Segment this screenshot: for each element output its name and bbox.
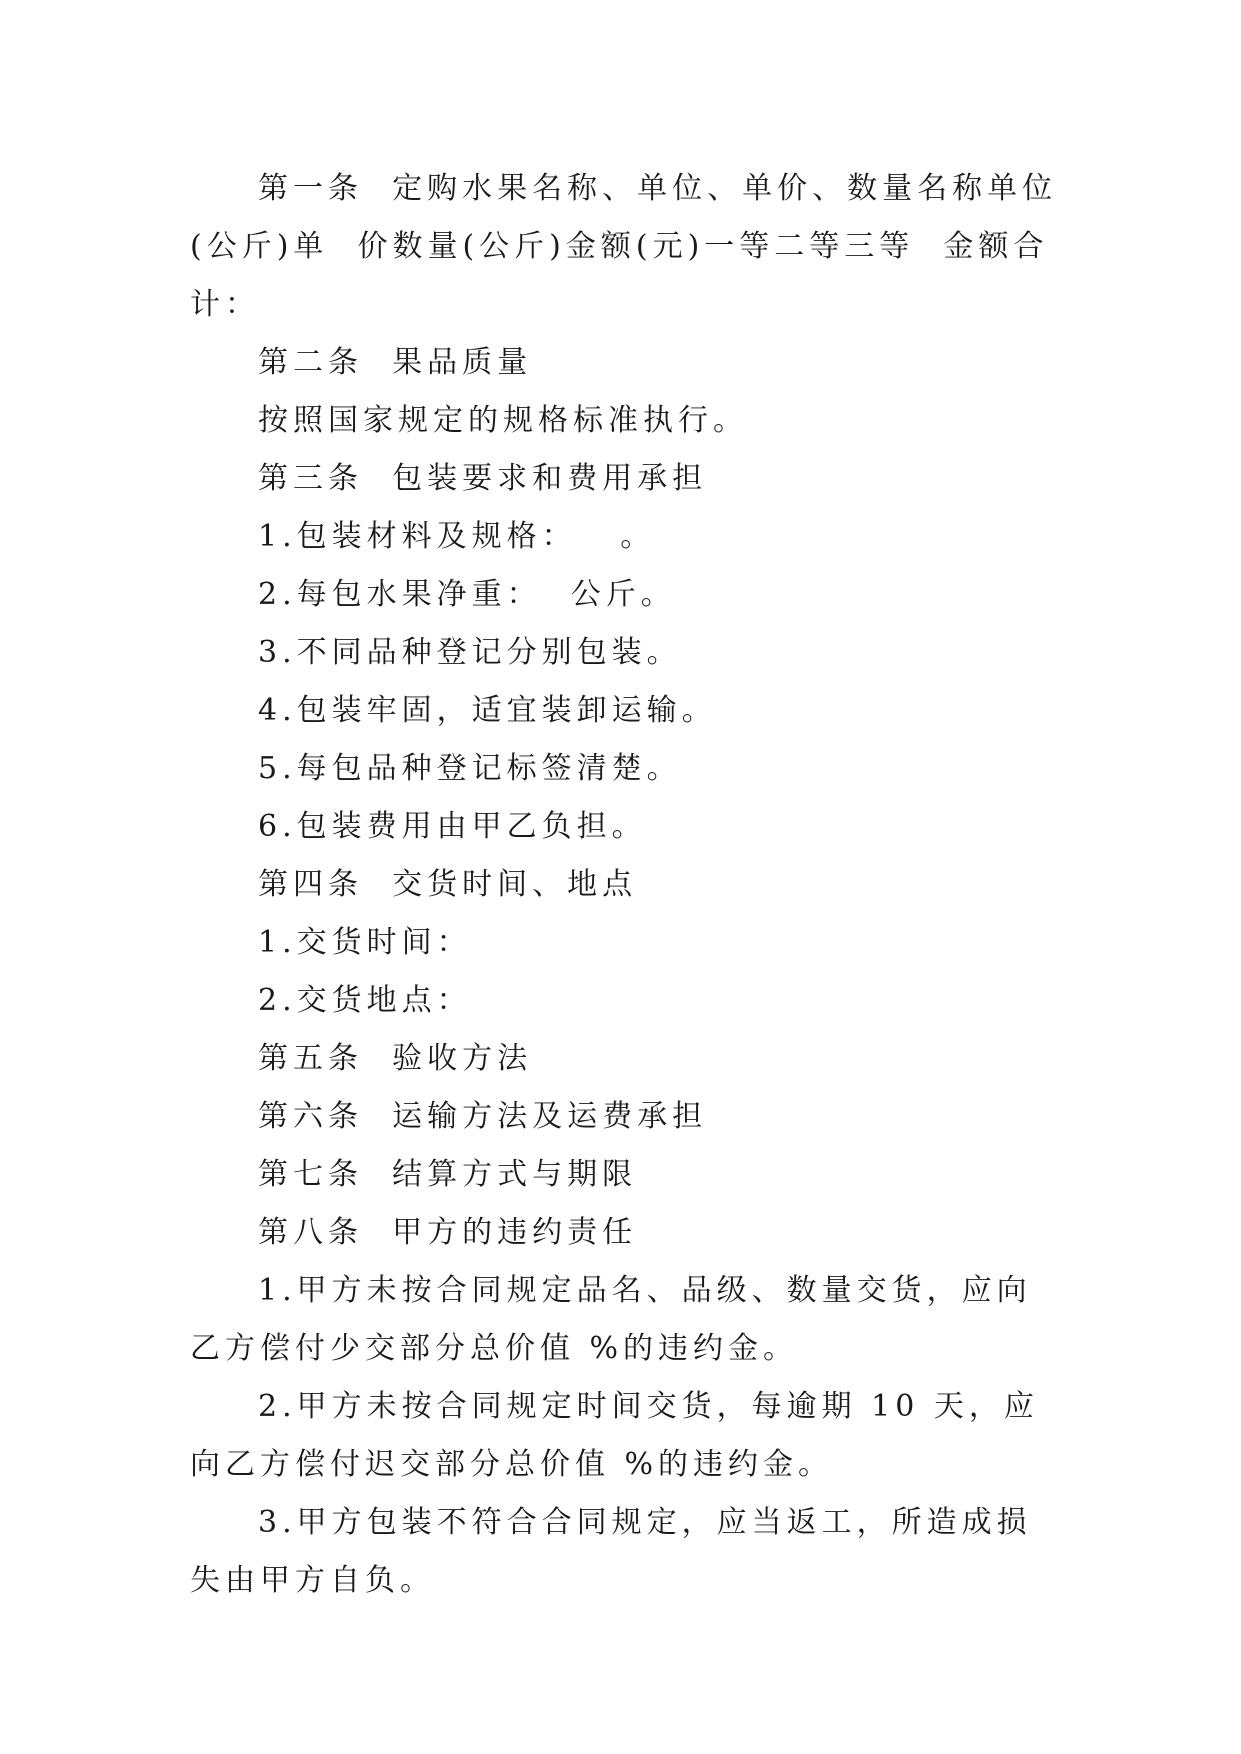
- article-5-heading: 第五条 验收方法: [258, 1041, 533, 1076]
- article-6-heading: 第六条 运输方法及运费承担: [258, 1099, 708, 1134]
- article-4-heading: 第四条 交货时间、地点: [258, 867, 638, 902]
- article-2-heading: 第二条 果品质量: [258, 345, 533, 380]
- article-3-item-5: 5.每包品种登记标签清楚。: [258, 751, 682, 786]
- article-2-text: 按照国家规定的规格标准执行。: [258, 403, 748, 438]
- article-4-item-2: 2.交货地点：: [258, 983, 472, 1018]
- article-3-heading: 第三条 包装要求和费用承担: [258, 461, 708, 496]
- article-8-item-3: 3.甲方包装不符合合同规定，应当返工，所造成损失由甲方自负。: [190, 1505, 1032, 1598]
- article-1-paragraph: 第一条 定购水果名称、单位、单价、数量名称单位(公斤)单 价数量(公斤)金额(元)一等二等三等 金额合计：: [190, 171, 1058, 322]
- article-3-item-4: 4.包装牢固，适宜装卸运输。: [258, 693, 717, 728]
- article-3-item-2: 2.每包水果净重： 公斤。: [258, 577, 676, 612]
- article-3-item-3: 3.不同品种登记分别包装。: [258, 635, 682, 670]
- article-8-heading: 第八条 甲方的违约责任: [258, 1215, 638, 1250]
- article-7-heading: 第七条 结算方式与期限: [258, 1157, 638, 1192]
- article-4-item-1: 1.交货时间：: [258, 925, 472, 960]
- article-8-item-1: 1.甲方未按合同规定品名、品级、数量交货，应向乙方偿付少交部分总价值 %的违约金。: [190, 1273, 1032, 1366]
- document-body: [190, 160, 1060, 1610]
- article-3-item-6: 6.包装费用由甲乙负担。: [258, 809, 647, 844]
- article-8-item-2: 2.甲方未按合同规定时间交货，每逾期 10 天，应向乙方偿付迟交部分总价值 %的违约金。: [190, 1389, 1039, 1482]
- article-3-item-1: 1.包装材料及规格： 。: [258, 519, 656, 554]
